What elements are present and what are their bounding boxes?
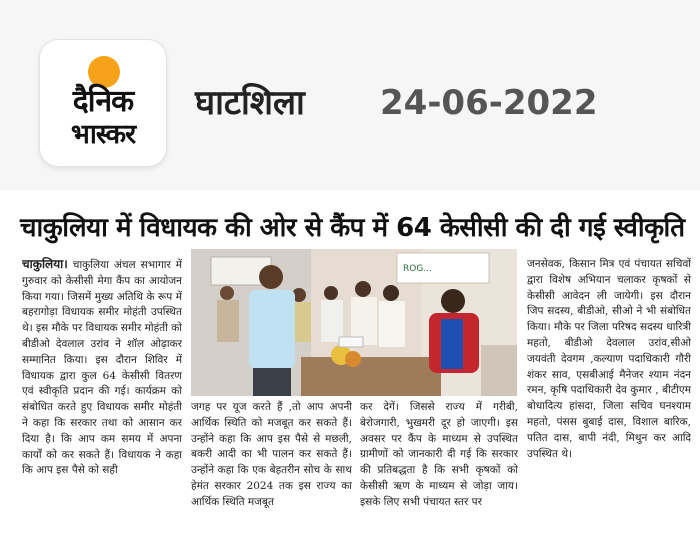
edition-city: घाटशिला <box>195 83 305 123</box>
article-column-3 <box>360 400 518 539</box>
event-photo-illustration <box>191 249 517 396</box>
column-4-text: जनसेवक, किसान मित्र एवं पंचायत सचिवों द्वारा विशेष अभियान चलाकर कृषकों से केसीसी आवेदन ली जायेगी। इस दौरान जिप सदस्य, बीडीओ, सीओ ने भी संबोधित किया। मौके पर जिला परिषद सदस्य धारित्री महतो, बीडीओ देवलाल उरांव,सीओ जयवंती देवगम ,कल्याण पदाधिकारी गौरी शंकर साव, एसबीआई मैनेजर श्याम नंदन रमन, कृषि पदाधिकारी देव कुमार , बीटीएम बोधादित्य हांसदा, जिला सचिव घनश्याम महतो, पंसस बुबाई दास, विशाल बारिक, पतित दास, बापी नंदी, मिथुन कर आदि उपस्थित थे। <box>527 258 691 460</box>
column-3-text: कर देगें। जिससे राज्य में गरीबी, बेरोजगारी, भुखमरी दूर हो जाएगी। इस अवसर पर कैंप के माध्यम से उपस्थित ग्रामीणों को जानकारी दी गई कि सरकार की प्रतिबद्धता है कि सभी कृषकों को केसीसी ऋण के माध्यम से जोड़ा जाय। इसके लिए सभी पंचायत स्तर पर <box>360 401 518 508</box>
logo-line2: भास्कर <box>70 119 136 150</box>
article-photo <box>191 249 517 396</box>
article-column-1 <box>22 257 182 539</box>
column-1-text: चाकुलिया अंचल सभागार में गुरुवार को केसीसी मेगा कैंप का आयोजन किया गया। जिसमें मुख्य अतिथि के रूप में बहरागोड़ा विधायक समीर मोहंती उपस्थित थे। इस मौके पर विधायक समीर मोहंती को बीडीओ देवलाल उरांव ने शॉल ओढ़ाकर सम्मानित किया। इस दौरान शिविर में विधायक द्वारा कुल 64 केसीसी वितरण एवं स्वीकृति प्रदान की गई। कार्यक्रम को संबोधित करते हुए विधायक समीर मोहंती ने कहा कि सरकार तथा को आसान कर दिया है। कि आप कम समय में अपना कार्यों को कर सकते हैं। विधायक ने कहा कि आप इस पैसे को सही <box>22 259 182 477</box>
dainik-bhaskar-logo <box>40 40 166 166</box>
edition-date: 24-06-2022 <box>380 83 598 123</box>
article-headline: चाकुलिया में विधायक की ओर से कैंप में 64 केसीसी की दी गई स्वीकृति <box>20 213 685 243</box>
column-2-text: जगह पर यूज करते हैं ,तो आप अपनी आर्थिक स्थिति को मजबूत कर सकते हैं। उन्होंने कहा कि आप इस पैसे से मछली, बकरी आदी का भी पालन कर सकते हैं। उन्होंने कहा कि एक बेहतरीन सोच के साथ हेमंत सरकार 2024 तक इस राज्य का आर्थिक स्थिति मजबूत <box>191 401 352 508</box>
page-header <box>0 0 700 190</box>
article-column-4 <box>527 257 691 539</box>
photo-banner-text: ROG... <box>403 264 432 274</box>
article-column-2 <box>191 400 352 539</box>
logo-line1: दैनिक <box>72 84 134 119</box>
dateline: चाकुलिया। <box>22 257 68 271</box>
